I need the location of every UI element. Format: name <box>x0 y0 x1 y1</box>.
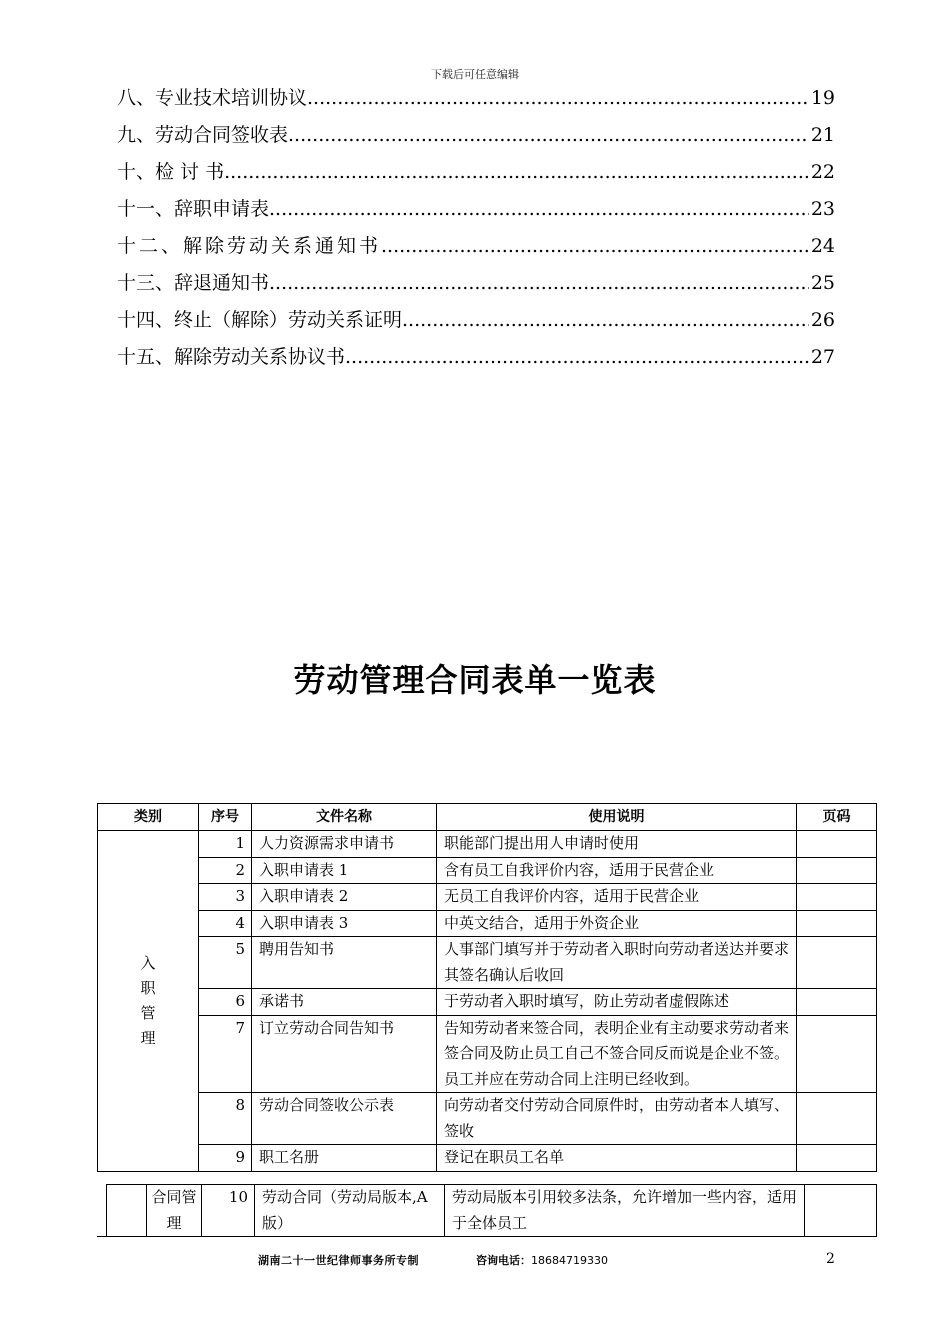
page-number: 2 <box>826 1251 835 1267</box>
header-name: 文件名称 <box>252 804 437 831</box>
category-contract: 合同管理 <box>147 1185 202 1237</box>
page-title: 劳动管理合同表单一览表 <box>293 661 657 699</box>
row-desc: 含有员工自我评价内容，适用于民营企业 <box>437 857 797 884</box>
toc-item-label: 九、劳动合同签收表 <box>117 124 289 146</box>
row-name: 入职申请表 2 <box>252 884 437 911</box>
toc-item-page: 19 <box>810 87 835 109</box>
row-no: 10 <box>202 1185 255 1237</box>
table-row <box>98 884 877 911</box>
row-no: 3 <box>199 884 252 911</box>
row-name: 入职申请表 1 <box>252 857 437 884</box>
row-desc: 无员工自我评价内容，适用于民营企业 <box>437 884 797 911</box>
toc-item[interactable] <box>117 302 835 339</box>
toc-item-page: 22 <box>810 161 835 183</box>
row-name: 职工名册 <box>252 1145 437 1172</box>
toc-item-label: 十、检 讨 书 <box>117 161 225 183</box>
toc-leader-dots <box>224 154 809 191</box>
table-row <box>98 1093 877 1145</box>
header-no: 序号 <box>199 804 252 831</box>
row-page <box>797 910 877 937</box>
toc-item[interactable] <box>117 154 835 191</box>
toc-item[interactable] <box>117 228 835 265</box>
toc-item-page: 25 <box>810 272 835 294</box>
row-name: 劳动合同（劳动局版本,A 版） <box>255 1185 445 1237</box>
row-page <box>797 989 877 1016</box>
toc-item-page: 27 <box>810 346 835 368</box>
row-page <box>797 1145 877 1172</box>
table-row <box>107 1185 877 1237</box>
toc-item[interactable] <box>117 339 835 376</box>
header-note: 下载后可任意编辑 <box>431 68 519 81</box>
row-desc: 于劳动者入职时填写，防止劳动者虚假陈述 <box>437 989 797 1016</box>
table-row <box>98 1015 877 1093</box>
row-no: 6 <box>199 989 252 1016</box>
toc-item-page: 21 <box>810 124 835 146</box>
category-char: 入 <box>140 953 156 972</box>
row-desc: 向劳动者交付劳动合同原件时，由劳动者本人填写、签收 <box>437 1093 797 1145</box>
toc-item[interactable] <box>117 191 835 228</box>
contract-management-table <box>106 1184 877 1237</box>
row-name: 聘用告知书 <box>252 937 437 989</box>
header-category: 类别 <box>98 804 199 831</box>
toc-leader-dots <box>345 339 809 376</box>
row-page <box>797 937 877 989</box>
row-no: 9 <box>199 1145 252 1172</box>
row-name: 承诺书 <box>252 989 437 1016</box>
row-desc: 告知劳动者来签合同，表明企业有主动要求劳动者来签合同及防止员工自己不签合同反而说是企业不签。员工并应在劳动合同上注明已经收到。 <box>437 1015 797 1093</box>
category-onboarding <box>98 831 199 1172</box>
row-no: 8 <box>199 1093 252 1145</box>
row-page <box>797 857 877 884</box>
toc-item-label: 十二、解除劳动关系通知书 <box>117 235 382 257</box>
toc-item-page: 23 <box>810 198 835 220</box>
footer-divider <box>97 1236 876 1237</box>
toc-leader-dots <box>269 191 809 228</box>
toc-item-page: 26 <box>810 309 835 331</box>
table-row <box>98 937 877 989</box>
toc-item-label: 十四、终止（解除）劳动关系证明 <box>117 309 403 331</box>
table-row <box>98 910 877 937</box>
toc-item-label: 十一、辞职申请表 <box>117 198 270 220</box>
table-row <box>98 857 877 884</box>
category-char: 管 <box>140 1003 156 1022</box>
toc-leader-dots <box>288 117 809 154</box>
row-page <box>797 1093 877 1145</box>
row-desc: 登记在职员工名单 <box>437 1145 797 1172</box>
row-no: 7 <box>199 1015 252 1093</box>
row-page <box>805 1185 877 1237</box>
toc-item-label: 十三、辞退通知书 <box>117 272 270 294</box>
category-char: 理 <box>140 1028 156 1047</box>
row-page <box>797 1015 877 1093</box>
row-name: 订立劳动合同告知书 <box>252 1015 437 1093</box>
header-desc: 使用说明 <box>437 804 797 831</box>
footer-firm: 湖南二十一世纪律师事务所专制 <box>258 1254 419 1267</box>
phone-number: 18684719330 <box>531 1254 608 1267</box>
footer-phone <box>476 1252 608 1268</box>
row-no: 1 <box>199 831 252 858</box>
row-name: 人力资源需求申请书 <box>252 831 437 858</box>
toc-item-label: 十五、解除劳动关系协议书 <box>117 346 346 368</box>
toc-item-label: 八、专业技术培训协议 <box>117 87 308 109</box>
table-header-row <box>98 804 877 831</box>
toc-leader-dots <box>402 302 809 339</box>
table-of-contents <box>117 80 835 376</box>
table-row <box>98 989 877 1016</box>
toc-item-page: 24 <box>810 235 835 257</box>
row-desc: 中英文结合，适用于外资企业 <box>437 910 797 937</box>
row-no: 5 <box>199 937 252 989</box>
blank-cell <box>107 1185 147 1237</box>
forms-table <box>97 803 877 1172</box>
row-desc: 劳动局版本引用较多法条，允许增加一些内容，适用于全体员工 <box>445 1185 805 1237</box>
toc-item[interactable] <box>117 117 835 154</box>
row-desc: 人事部门填写并于劳动者入职时向劳动者送达并要求其签名确认后收回 <box>437 937 797 989</box>
row-name: 劳动合同签收公示表 <box>252 1093 437 1145</box>
toc-item[interactable] <box>117 80 835 117</box>
toc-leader-dots <box>381 228 809 265</box>
row-page <box>797 884 877 911</box>
header-page: 页码 <box>797 804 877 831</box>
toc-leader-dots <box>269 265 809 302</box>
category-char: 职 <box>140 978 156 997</box>
phone-label: 咨询电话： <box>476 1254 531 1267</box>
toc-item[interactable] <box>117 265 835 302</box>
row-name: 入职申请表 3 <box>252 910 437 937</box>
table-row <box>98 1145 877 1172</box>
row-page <box>797 831 877 858</box>
row-no: 2 <box>199 857 252 884</box>
row-desc: 职能部门提出用人申请时使用 <box>437 831 797 858</box>
toc-leader-dots <box>307 80 809 117</box>
table-row <box>98 831 877 858</box>
row-no: 4 <box>199 910 252 937</box>
